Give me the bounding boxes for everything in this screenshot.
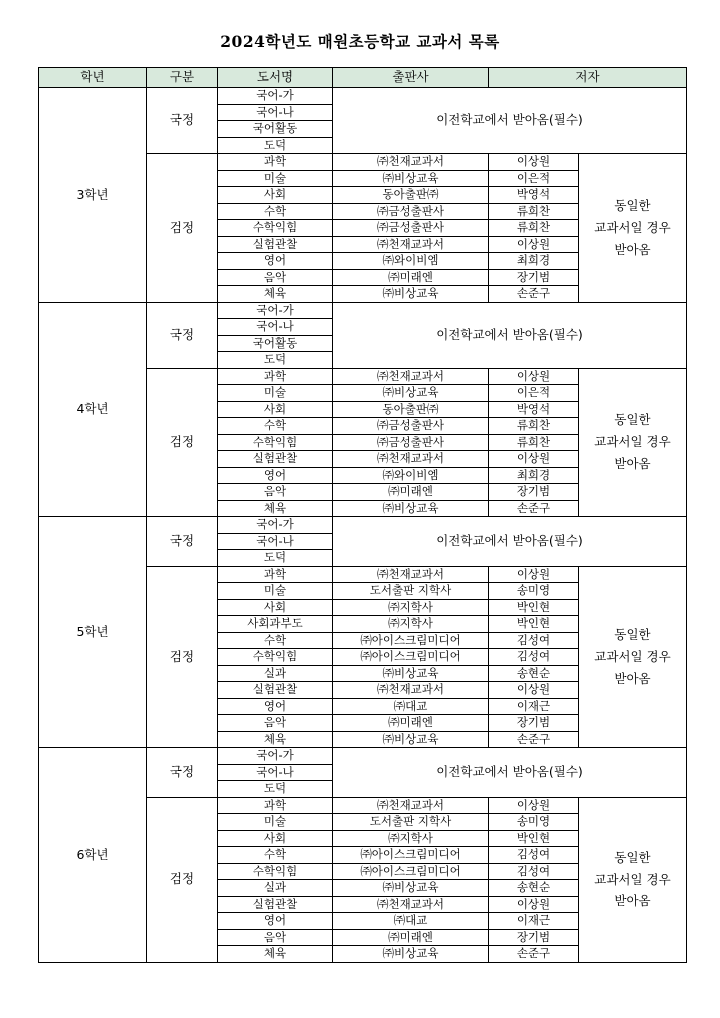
author: 김성여 [489, 632, 579, 649]
book-name: 도덕 [218, 137, 333, 154]
author: 송현순 [489, 880, 579, 897]
author: 박영석 [489, 401, 579, 418]
grade-label: 6학년 [39, 748, 147, 963]
publisher: 동아출판㈜ [333, 401, 489, 418]
author: 김성여 [489, 649, 579, 666]
author: 이재근 [489, 698, 579, 715]
author: 이상원 [489, 368, 579, 385]
header-book-name: 도서명 [218, 68, 333, 88]
publisher: ㈜비상교육 [333, 731, 489, 748]
publisher: ㈜지학사 [333, 616, 489, 633]
publisher: ㈜비상교육 [333, 500, 489, 517]
same-book-note-line: 동일한 [614, 849, 651, 865]
author: 송미영 [489, 814, 579, 831]
book-name: 국어-나 [218, 319, 333, 336]
national-note: 이전학교에서 받아옴(필수) [333, 302, 687, 368]
author: 이은적 [489, 170, 579, 187]
author: 이상원 [489, 797, 579, 814]
book-name: 음악 [218, 484, 333, 501]
book-name: 음악 [218, 929, 333, 946]
book-name: 사회 [218, 187, 333, 204]
publisher: ㈜비상교육 [333, 665, 489, 682]
publisher: ㈜천재교과서 [333, 368, 489, 385]
same-book-note-line: 동일한 [614, 626, 651, 642]
author: 장기범 [489, 715, 579, 732]
book-name: 과학 [218, 154, 333, 171]
table-body [39, 88, 687, 963]
book-name: 도덕 [218, 352, 333, 369]
division-approved: 검정 [147, 368, 218, 517]
author: 류희찬 [489, 434, 579, 451]
publisher: ㈜금성출판사 [333, 203, 489, 220]
book-name: 국어-나 [218, 764, 333, 781]
book-name: 수학 [218, 847, 333, 864]
grade-label: 4학년 [39, 302, 147, 517]
publisher: ㈜아이스크림미디어 [333, 649, 489, 666]
author: 송미영 [489, 583, 579, 600]
author: 박인현 [489, 599, 579, 616]
same-book-note-line: 교과서일 경우 [594, 871, 671, 887]
same-book-note-line: 교과서일 경우 [594, 648, 671, 664]
grade-label: 3학년 [39, 88, 147, 303]
same-book-note-line: 동일한 [614, 412, 651, 428]
publisher: ㈜지학사 [333, 599, 489, 616]
author: 이상원 [489, 154, 579, 171]
book-name: 실험관찰 [218, 896, 333, 913]
publisher: ㈜대교 [333, 698, 489, 715]
book-name: 국어-가 [218, 302, 333, 319]
book-name: 영어 [218, 698, 333, 715]
publisher: ㈜비상교육 [333, 946, 489, 963]
book-name: 실과 [218, 880, 333, 897]
publisher: ㈜천재교과서 [333, 236, 489, 253]
book-name: 국어-가 [218, 748, 333, 765]
author: 이상원 [489, 896, 579, 913]
publisher: ㈜천재교과서 [333, 566, 489, 583]
book-name: 국어활동 [218, 121, 333, 138]
publisher: ㈜아이스크림미디어 [333, 847, 489, 864]
table-row [39, 302, 687, 319]
book-name: 도덕 [218, 550, 333, 567]
same-book-note-line: 받아옴 [614, 456, 651, 472]
publisher: ㈜금성출판사 [333, 434, 489, 451]
header-division: 구분 [147, 68, 218, 88]
national-note: 이전학교에서 받아옴(필수) [333, 517, 687, 567]
book-name: 영어 [218, 913, 333, 930]
publisher: ㈜천재교과서 [333, 682, 489, 699]
same-book-note-line: 받아옴 [614, 670, 651, 686]
book-name: 국어-가 [218, 517, 333, 534]
publisher: ㈜천재교과서 [333, 896, 489, 913]
book-name: 미술 [218, 170, 333, 187]
publisher: ㈜대교 [333, 913, 489, 930]
book-name: 도덕 [218, 781, 333, 798]
publisher: ㈜천재교과서 [333, 154, 489, 171]
book-name: 수학익힘 [218, 863, 333, 880]
header-grade: 학년 [39, 68, 147, 88]
textbook-table [38, 67, 687, 963]
book-name: 실험관찰 [218, 451, 333, 468]
book-name: 수학익힘 [218, 434, 333, 451]
division-approved: 검정 [147, 566, 218, 748]
table-row [39, 748, 687, 765]
author: 장기범 [489, 929, 579, 946]
author: 이상원 [489, 682, 579, 699]
book-name: 사회과부도 [218, 616, 333, 633]
book-name: 미술 [218, 814, 333, 831]
same-book-note-line: 받아옴 [614, 893, 651, 909]
author: 박인현 [489, 830, 579, 847]
same-book-note-line: 교과서일 경우 [594, 434, 671, 450]
table-row [39, 88, 687, 105]
same-book-note [579, 154, 687, 303]
book-name: 과학 [218, 566, 333, 583]
publisher: ㈜미래엔 [333, 929, 489, 946]
publisher: ㈜비상교육 [333, 880, 489, 897]
book-name: 과학 [218, 368, 333, 385]
author: 김성여 [489, 863, 579, 880]
grade-label: 5학년 [39, 517, 147, 748]
same-book-note-line: 동일한 [614, 197, 651, 213]
national-note: 이전학교에서 받아옴(필수) [333, 88, 687, 154]
publisher: ㈜천재교과서 [333, 451, 489, 468]
book-name: 실험관찰 [218, 682, 333, 699]
publisher: ㈜아이스크림미디어 [333, 632, 489, 649]
author: 류희찬 [489, 418, 579, 435]
publisher: 도서출판 지학사 [333, 814, 489, 831]
publisher: ㈜와이비엠 [333, 467, 489, 484]
publisher: ㈜천재교과서 [333, 797, 489, 814]
publisher: ㈜금성출판사 [333, 418, 489, 435]
author: 송현순 [489, 665, 579, 682]
author: 이상원 [489, 236, 579, 253]
division-approved: 검정 [147, 797, 218, 962]
publisher: ㈜미래엔 [333, 715, 489, 732]
author: 류희찬 [489, 220, 579, 237]
publisher: ㈜아이스크림미디어 [333, 863, 489, 880]
page-title: 2024학년도 매원초등학교 교과서 목록 [220, 32, 500, 51]
book-name: 체육 [218, 500, 333, 517]
header-publisher: 출판사 [333, 68, 489, 88]
author: 손준구 [489, 731, 579, 748]
publisher: ㈜미래엔 [333, 269, 489, 286]
author: 손준구 [489, 286, 579, 303]
author: 박인현 [489, 616, 579, 633]
book-name: 수학익힘 [218, 220, 333, 237]
publisher: ㈜와이비엠 [333, 253, 489, 270]
book-name: 미술 [218, 583, 333, 600]
author: 이은적 [489, 385, 579, 402]
publisher: ㈜비상교육 [333, 286, 489, 303]
publisher: ㈜비상교육 [333, 170, 489, 187]
book-name: 수학 [218, 418, 333, 435]
book-name: 과학 [218, 797, 333, 814]
author: 최희경 [489, 467, 579, 484]
book-name: 수학 [218, 203, 333, 220]
national-note: 이전학교에서 받아옴(필수) [333, 748, 687, 798]
author: 이상원 [489, 451, 579, 468]
author: 장기범 [489, 269, 579, 286]
same-book-note-line: 교과서일 경우 [594, 219, 671, 235]
division-national: 국정 [147, 517, 218, 567]
publisher: 동아출판㈜ [333, 187, 489, 204]
table-header-row [39, 68, 687, 88]
book-name: 사회 [218, 599, 333, 616]
author: 이상원 [489, 566, 579, 583]
author: 이재근 [489, 913, 579, 930]
same-book-note [579, 566, 687, 748]
author: 류희찬 [489, 203, 579, 220]
author: 손준구 [489, 946, 579, 963]
book-name: 사회 [218, 401, 333, 418]
same-book-note-line: 받아옴 [614, 241, 651, 257]
table-row [39, 517, 687, 534]
book-name: 영어 [218, 253, 333, 270]
header-author: 저자 [489, 68, 687, 88]
book-name: 수학익힘 [218, 649, 333, 666]
author: 장기범 [489, 484, 579, 501]
publisher: ㈜지학사 [333, 830, 489, 847]
book-name: 수학 [218, 632, 333, 649]
book-name: 국어-나 [218, 533, 333, 550]
book-name: 음악 [218, 715, 333, 732]
book-name: 국어활동 [218, 335, 333, 352]
book-name: 국어-가 [218, 88, 333, 105]
book-name: 실험관찰 [218, 236, 333, 253]
publisher: ㈜금성출판사 [333, 220, 489, 237]
author: 최희경 [489, 253, 579, 270]
publisher: 도서출판 지학사 [333, 583, 489, 600]
book-name: 영어 [218, 467, 333, 484]
book-name: 음악 [218, 269, 333, 286]
book-name: 미술 [218, 385, 333, 402]
division-national: 국정 [147, 88, 218, 154]
book-name: 체육 [218, 731, 333, 748]
division-national: 국정 [147, 302, 218, 368]
author: 박영석 [489, 187, 579, 204]
book-name: 사회 [218, 830, 333, 847]
book-name: 체육 [218, 946, 333, 963]
division-approved: 검정 [147, 154, 218, 303]
publisher: ㈜미래엔 [333, 484, 489, 501]
same-book-note [579, 797, 687, 962]
publisher: ㈜비상교육 [333, 385, 489, 402]
division-national: 국정 [147, 748, 218, 798]
book-name: 체육 [218, 286, 333, 303]
author: 김성여 [489, 847, 579, 864]
same-book-note [579, 368, 687, 517]
book-name: 국어-나 [218, 104, 333, 121]
book-name: 실과 [218, 665, 333, 682]
author: 손준구 [489, 500, 579, 517]
